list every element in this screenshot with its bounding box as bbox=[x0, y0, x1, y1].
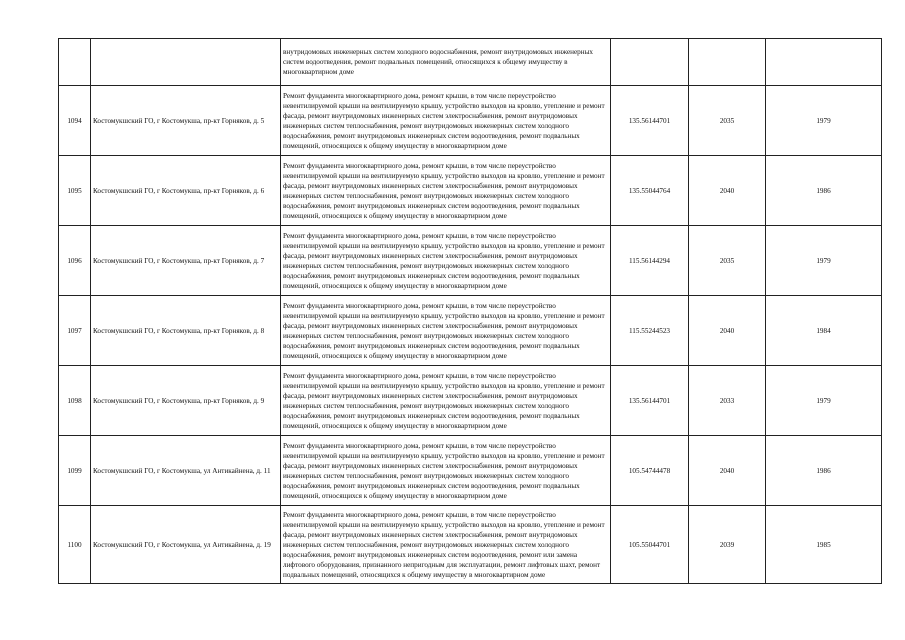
cost-value: 105.54744478 bbox=[611, 436, 689, 506]
repair-works: Ремонт фундамента многоквартирного дома, ремонт крыши, в том числе переустройство невентилируемой крыши на вентилируемую крышу, устройство выходов на кровлю, утепление и ремонт фасада, ремонт внутридомовых инженерных систем электроснабжения, ремонт внутридомовых инженерных систем теплоснабжения, ремонт внутридомовых инженерных систем холодного водоснабжения, ремонт внутридомовых инженерных систем водоотведения, ремонт подвальных помещений, относящихся к общему имуществу в многоквартирном доме bbox=[281, 226, 611, 296]
row-number: 1094 bbox=[59, 86, 91, 156]
year-built: 1979 bbox=[766, 366, 882, 436]
planned-year: 2035 bbox=[689, 86, 766, 156]
repair-works: внутридомовых инженерных систем холодного водоснабжения, ремонт внутридомовых инженерных систем водоотведения, ремонт подвальных помещений, относящихся к общему имуществу в многоквартирном доме bbox=[281, 39, 611, 86]
repair-works: Ремонт фундамента многоквартирного дома, ремонт крыши, в том числе переустройство невентилируемой крыши на вентилируемую крышу, устройство выходов на кровлю, утепление и ремонт фасада, ремонт внутридомовых инженерных систем электроснабжения, ремонт внутридомовых инженерных систем теплоснабжения, ремонт внутридомовых инженерных систем холодного водоснабжения, ремонт внутридомовых инженерных систем водоотведения, ремонт подвальных помещений, относящихся к общему имуществу в многоквартирном доме bbox=[281, 436, 611, 506]
building-address: Костомукшский ГО, г Костомукша, пр-кт Горняков, д. 5 bbox=[91, 86, 281, 156]
year-built: 1979 bbox=[766, 86, 882, 156]
table-row bbox=[59, 39, 882, 86]
building-address bbox=[91, 39, 281, 86]
planned-year: 2039 bbox=[689, 506, 766, 584]
repair-program-table bbox=[58, 38, 882, 584]
planned-year bbox=[689, 39, 766, 86]
cost-value: 115.55244523 bbox=[611, 296, 689, 366]
table-row bbox=[59, 156, 882, 226]
table-row bbox=[59, 506, 882, 584]
cost-value: 135.56144701 bbox=[611, 86, 689, 156]
row-number: 1095 bbox=[59, 156, 91, 226]
table-row bbox=[59, 226, 882, 296]
row-number bbox=[59, 39, 91, 86]
repair-works: Ремонт фундамента многоквартирного дома, ремонт крыши, в том числе переустройство невентилируемой крыши на вентилируемую крышу, устройство выходов на кровлю, утепление и ремонт фасада, ремонт внутридомовых инженерных систем электроснабжения, ремонт внутридомовых инженерных систем теплоснабжения, ремонт внутридомовых инженерных систем холодного водоснабжения, ремонт внутридомовых инженерных систем водоотведения, ремонт подвальных помещений, относящихся к общему имуществу в многоквартирном доме bbox=[281, 296, 611, 366]
row-number: 1100 bbox=[59, 506, 91, 584]
building-address: Костомукшский ГО, г Костомукша, пр-кт Горняков, д. 9 bbox=[91, 366, 281, 436]
repair-works: Ремонт фундамента многоквартирного дома, ремонт крыши, в том числе переустройство невентилируемой крыши на вентилируемую крышу, устройство выходов на кровлю, утепление и ремонт фасада, ремонт внутридомовых инженерных систем электроснабжения, ремонт внутридомовых инженерных систем теплоснабжения, ремонт внутридомовых инженерных систем холодного водоснабжения, ремонт внутридомовых инженерных систем водоотведения, ремонт подвальных помещений, относящихся к общему имуществу в многоквартирном доме bbox=[281, 156, 611, 226]
planned-year: 2035 bbox=[689, 226, 766, 296]
building-address: Костомукшский ГО, г Костомукша, пр-кт Горняков, д. 6 bbox=[91, 156, 281, 226]
cost-value: 135.56144701 bbox=[611, 366, 689, 436]
year-built: 1984 bbox=[766, 296, 882, 366]
table-row bbox=[59, 366, 882, 436]
year-built: 1986 bbox=[766, 156, 882, 226]
cost-value bbox=[611, 39, 689, 86]
year-built: 1986 bbox=[766, 436, 882, 506]
building-address: Костомукшский ГО, г Костомукша, пр-кт Горняков, д. 7 bbox=[91, 226, 281, 296]
planned-year: 2040 bbox=[689, 436, 766, 506]
row-number: 1099 bbox=[59, 436, 91, 506]
planned-year: 2033 bbox=[689, 366, 766, 436]
table-row bbox=[59, 436, 882, 506]
planned-year: 2040 bbox=[689, 156, 766, 226]
row-number: 1098 bbox=[59, 366, 91, 436]
repair-works: Ремонт фундамента многоквартирного дома, ремонт крыши, в том числе переустройство невентилируемой крыши на вентилируемую крышу, устройство выходов на кровлю, утепление и ремонт фасада, ремонт внутридомовых инженерных систем электроснабжения, ремонт внутридомовых инженерных систем теплоснабжения, ремонт внутридомовых инженерных систем холодного водоснабжения, ремонт внутридомовых инженерных систем водоотведения, ремонт подвальных помещений, относящихся к общему имуществу в многоквартирном доме bbox=[281, 86, 611, 156]
cost-value: 135.55044764 bbox=[611, 156, 689, 226]
cost-value: 105.55044701 bbox=[611, 506, 689, 584]
repair-works: Ремонт фундамента многоквартирного дома, ремонт крыши, в том числе переустройство невентилируемой крыши на вентилируемую крышу, устройство выходов на кровлю, утепление и ремонт фасада, ремонт внутридомовых инженерных систем электроснабжения, ремонт внутридомовых инженерных систем теплоснабжения, ремонт внутридомовых инженерных систем холодного водоснабжения, ремонт внутридомовых инженерных систем водоотведения, ремонт подвальных помещений, относящихся к общему имуществу в многоквартирном доме bbox=[281, 366, 611, 436]
table-row bbox=[59, 296, 882, 366]
planned-year: 2040 bbox=[689, 296, 766, 366]
row-number: 1097 bbox=[59, 296, 91, 366]
table-row bbox=[59, 86, 882, 156]
cost-value: 115.56144294 bbox=[611, 226, 689, 296]
year-built bbox=[766, 39, 882, 86]
row-number: 1096 bbox=[59, 226, 91, 296]
building-address: Костомукшский ГО, г Костомукша, ул Антикайнена, д. 11 bbox=[91, 436, 281, 506]
repair-works: Ремонт фундамента многоквартирного дома, ремонт крыши, в том числе переустройство невентилируемой крыши на вентилируемую крышу, устройство выходов на кровлю, утепление и ремонт фасада, ремонт внутридомовых инженерных систем электроснабжения, ремонт внутридомовых инженерных систем теплоснабжения, ремонт внутридомовых инженерных систем холодного водоснабжения, ремонт внутридомовых инженерных систем водоотведения, ремонт или замена лифтового оборудования, признанного непригодным для эксплуатации, ремонт лифтовых шахт, ремонт подвальных помещений, относящихся к общему имуществу в многоквартирном доме bbox=[281, 506, 611, 584]
building-address: Костомукшский ГО, г Костомукша, пр-кт Горняков, д. 8 bbox=[91, 296, 281, 366]
building-address: Костомукшский ГО, г Костомукша, ул Антикайнена, д. 19 bbox=[91, 506, 281, 584]
year-built: 1985 bbox=[766, 506, 882, 584]
year-built: 1979 bbox=[766, 226, 882, 296]
